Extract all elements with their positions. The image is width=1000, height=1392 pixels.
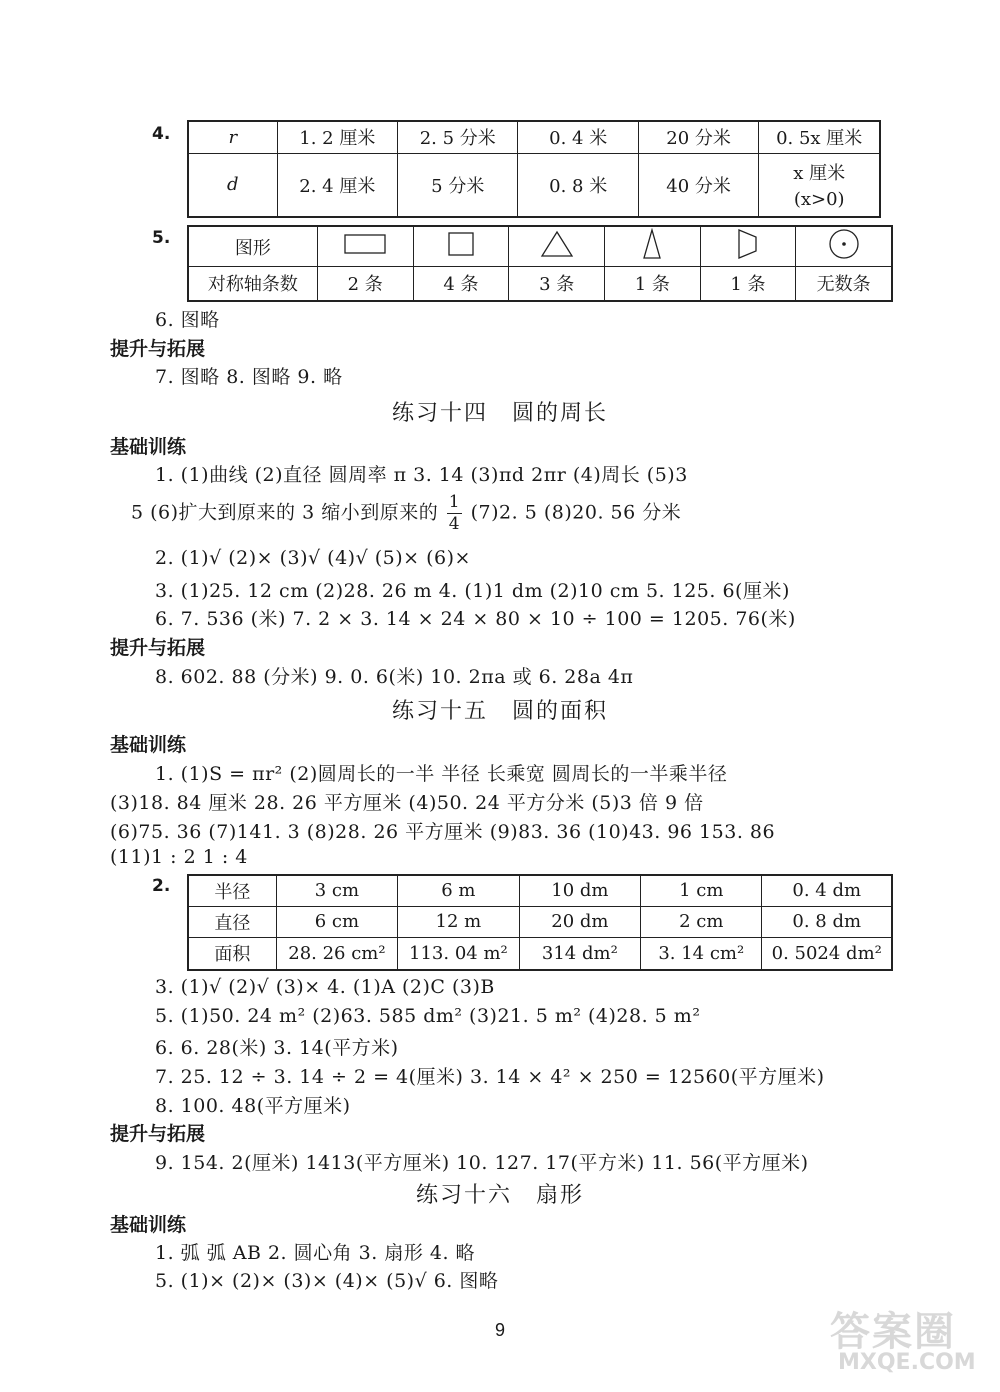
table-cell: 0. 4 米 [518, 121, 638, 153]
answer-line: 1. 弧 弧 AB 2. 圆心角 3. 扇形 4. 略 [155, 1242, 476, 1264]
table-cell: 2 条 [317, 267, 413, 301]
answer-line: 6. 7. 536 (米) 7. 2 × 3. 14 × 24 × 80 × 10 ÷ 100 = 1205. 76(米) [155, 608, 796, 630]
table-cell: 314 dm² [519, 937, 640, 970]
table-cell: 12 m [398, 906, 520, 937]
triangle-icon [509, 226, 605, 267]
answer-line: (3)18. 84 厘米 28. 26 平方厘米 (4)50. 24 平方分米 (5)3 倍 9 倍 [110, 792, 704, 814]
rectangle-icon [317, 226, 413, 267]
fraction [447, 494, 462, 533]
question-2-number: 2. [152, 876, 171, 896]
exercise-title: 练习十六 扇形 [415, 1183, 584, 1208]
section-heading: 基础训练 [110, 436, 187, 458]
table-cell: 0. 5x 厘米 [759, 121, 880, 153]
cell-line: x 厘米 [793, 163, 846, 185]
table-cell: 1 cm [641, 875, 762, 906]
section-heading: 提升与拓展 [110, 637, 206, 659]
watermark-url: MXQE.COM [838, 1350, 976, 1375]
isosceles-triangle-icon [605, 226, 701, 267]
exercise-title: 练习十四 圆的周长 [391, 401, 608, 426]
answer-line: 8. 602. 88 (分米) 9. 0. 6(米) 10. 2πa 或 6. 28a 4π [155, 666, 634, 688]
table-cell: r [188, 121, 277, 153]
answer-line: 8. 100. 48(平方厘米) [155, 1095, 351, 1117]
table-cell: 4 条 [413, 267, 509, 301]
answer-line: 7. 图略 8. 图略 9. 略 [155, 366, 343, 388]
section-heading: 基础训练 [110, 734, 187, 756]
table-cell: 对称轴条数 [188, 267, 317, 301]
circle-area-table [187, 874, 893, 971]
question-4-number: 4. [152, 124, 171, 144]
section-heading: 提升与拓展 [110, 1123, 206, 1145]
table-cell: 0. 4 dm [762, 875, 892, 906]
symmetry-axes-table [187, 225, 893, 302]
answer-line: 3. (1)√ (2)√ (3)× 4. (1)A (2)C (3)B [155, 976, 495, 998]
table-cell: 6 m [398, 875, 520, 906]
answer-line: 9. 154. 2(厘米) 1413(平方厘米) 10. 127. 17(平方米) 11. 56(平方厘米) [155, 1152, 809, 1174]
answer-line: (11)1 : 2 1 : 4 [110, 846, 248, 868]
answer-line: 6. 图略 [155, 309, 220, 331]
table-cell: 1. 2 厘米 [277, 121, 397, 153]
table-cell: 0. 8 米 [518, 153, 638, 217]
answer-text: 5 (6)扩大到原来的 3 缩小到原来的 [131, 501, 439, 524]
answer-line: 7. 25. 12 ÷ 3. 14 ÷ 2 = 4(厘米) 3. 14 × 4² × 250 = 12560(平方厘米) [155, 1066, 825, 1088]
table-cell: 2 cm [641, 906, 762, 937]
fraction-denominator: 4 [448, 514, 461, 534]
table-cell: 20 dm [519, 906, 640, 937]
table-cell: 6 cm [276, 906, 397, 937]
table-cell: 0. 8 dm [762, 906, 892, 937]
answer-line [131, 494, 681, 533]
watermark-logo: 答案圈 [830, 1309, 956, 1355]
section-heading: 提升与拓展 [110, 338, 206, 360]
table-cell: 1 条 [700, 267, 796, 301]
table-cell: 20 分米 [638, 121, 758, 153]
table-cell: 直径 [188, 906, 276, 937]
table-cell: 无数条 [796, 267, 892, 301]
radius-diameter-table [187, 120, 881, 218]
square-icon [413, 226, 509, 267]
page-number: 9 [494, 1320, 505, 1340]
table-cell: 0. 5024 dm² [762, 937, 892, 970]
answer-line: 6. 6. 28(米) 3. 14(平方米) [155, 1037, 399, 1059]
table-cell: 2. 5 分米 [398, 121, 518, 153]
cell-line: (x>0) [793, 189, 845, 211]
table-cell: 3. 14 cm² [641, 937, 762, 970]
table-cell: 3 cm [276, 875, 397, 906]
table-cell: d [188, 153, 277, 217]
table-cell [759, 153, 880, 217]
question-5-number: 5. [152, 228, 171, 248]
table-cell: 1 条 [605, 267, 701, 301]
circle-icon [796, 226, 892, 267]
answer-line: 5. (1)50. 24 m² (2)63. 585 dm² (3)21. 5 m² (4)28. 5 m² [155, 1005, 701, 1027]
answer-line: 3. (1)25. 12 cm (2)28. 26 m 4. (1)1 dm (2)10 cm 5. 125. 6(厘米) [155, 580, 790, 602]
answer-line: 1. (1)曲线 (2)直径 圆周率 π 3. 14 (3)πd 2πr (4)周长 (5)3 [155, 464, 688, 486]
answer-line: (6)75. 36 (7)141. 3 (8)28. 26 平方厘米 (9)83. 36 (10)43. 96 153. 86 [110, 821, 776, 843]
section-heading: 基础训练 [110, 1214, 187, 1236]
answer-line: 2. (1)√ (2)× (3)√ (4)√ (5)× (6)× [155, 547, 471, 569]
table-cell: 2. 4 厘米 [277, 153, 397, 217]
exercise-title: 练习十五 圆的面积 [391, 699, 608, 724]
table-cell: 5 分米 [398, 153, 518, 217]
table-cell: 10 dm [519, 875, 640, 906]
table-cell: 图形 [188, 226, 317, 267]
table-cell: 113. 04 m² [398, 937, 520, 970]
table-cell: 面积 [188, 937, 276, 970]
table-cell: 3 条 [509, 267, 605, 301]
table-cell: 28. 26 cm² [276, 937, 397, 970]
table-cell: 半径 [188, 875, 276, 906]
table-cell: 40 分米 [638, 153, 758, 217]
trapezoid-icon [700, 226, 796, 267]
answer-line: 5. (1)× (2)× (3)× (4)× (5)√ 6. 图略 [155, 1270, 499, 1292]
answer-text: (7)2. 5 (8)20. 56 分米 [470, 501, 682, 524]
answer-line: 1. (1)S = πr² (2)圆周长的一半 半径 长乘宽 圆周长的一半乘半径 [155, 763, 728, 785]
fraction-numerator: 1 [448, 492, 461, 512]
